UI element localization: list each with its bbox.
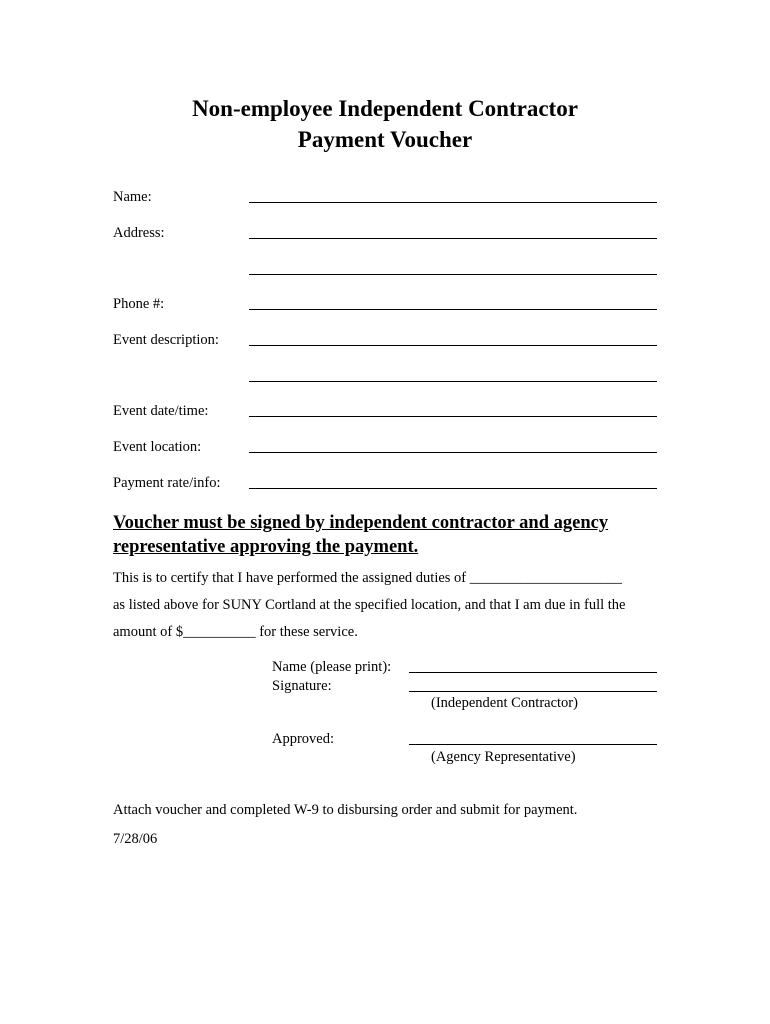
phone-label: Phone #: [113, 296, 165, 312]
event-description-label: Event description: [113, 332, 219, 348]
payment-rate-label: Payment rate/info: [113, 475, 221, 491]
event-description-field-line-2[interactable] [249, 381, 657, 382]
agency-signature-line[interactable] [409, 744, 657, 745]
contractor-caption: (Independent Contractor) [431, 695, 578, 711]
address-label: Address: [113, 225, 165, 241]
contractor-signature-line[interactable] [409, 691, 657, 692]
event-description-field-line-1[interactable] [249, 345, 657, 346]
name-print-label: Name (please print): [272, 659, 392, 675]
certification-text-line-3: amount of $__________ for these service. [113, 624, 358, 640]
signature-notice: Voucher must be signed by independent contractor and agency [113, 513, 609, 533]
name-label: Name: [113, 189, 152, 205]
certification-text-line-2: as listed above for SUNY Cortland at the specified location, and that I am due in full the [113, 597, 626, 613]
payment-rate-field-line[interactable] [249, 488, 657, 489]
name-field-line[interactable] [249, 202, 657, 203]
footer-instructions: Attach voucher and completed W-9 to disbursing order and submit for payment. [113, 802, 578, 818]
page-subtitle: Payment Voucher [297, 127, 473, 152]
certification-text: This is to certify that I have performed the assigned duties of _____________________ [113, 570, 623, 586]
event-datetime-label: Event date/time: [113, 403, 209, 419]
signature-notice-continued: representative approving the payment. [113, 537, 419, 557]
phone-field-line[interactable] [249, 309, 657, 310]
agency-caption: (Agency Representative) [431, 749, 576, 765]
event-datetime-field-line[interactable] [249, 416, 657, 417]
revision-date: 7/28/06 [113, 831, 158, 847]
address-field-line-2[interactable] [249, 274, 657, 275]
signature-label: Signature: [272, 678, 332, 694]
name-print-field-line[interactable] [409, 672, 657, 673]
address-field-line-1[interactable] [249, 238, 657, 239]
event-location-field-line[interactable] [249, 452, 657, 453]
page-title: Non-employee Independent Contractor [192, 96, 578, 121]
event-location-label: Event location: [113, 439, 202, 455]
approved-label: Approved: [272, 731, 335, 747]
